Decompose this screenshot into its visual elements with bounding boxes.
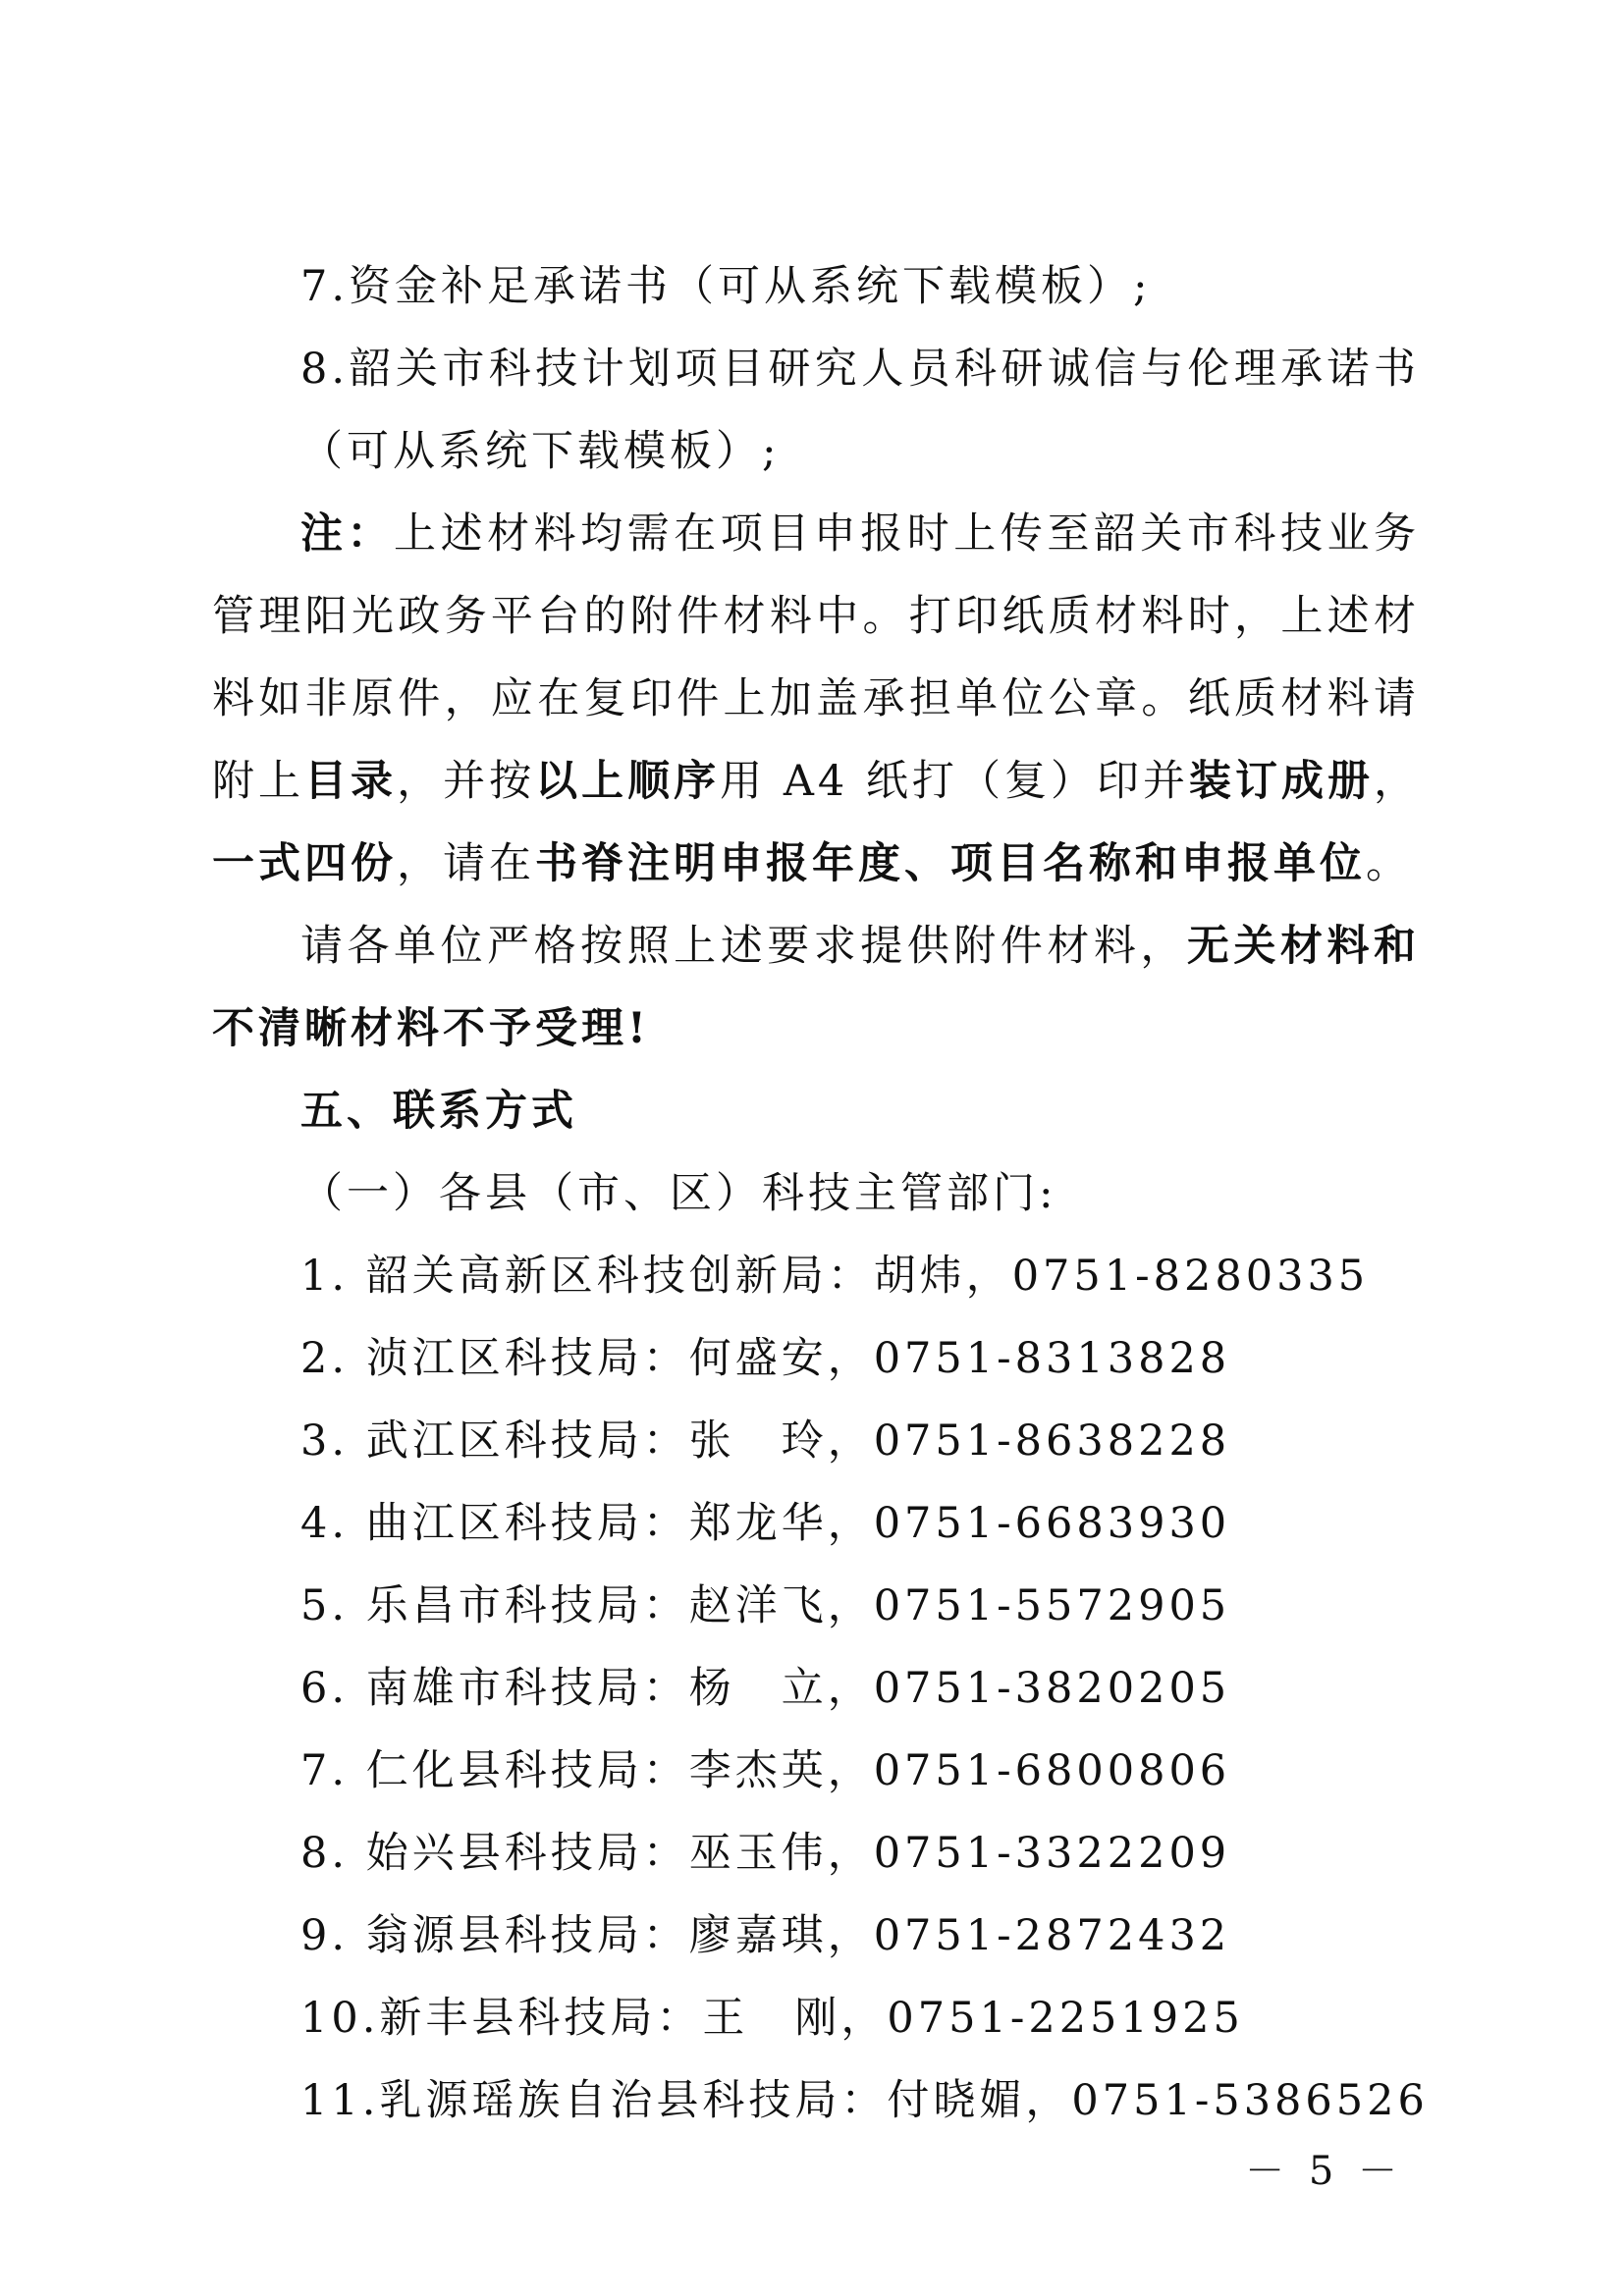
contact-item: 10.新丰县科技局：王 刚，0751-2251925 <box>300 1994 1244 2043</box>
note-text-6: 。 <box>1366 839 1412 888</box>
note-bold-2: 以上顺序 <box>535 757 721 806</box>
section-5-title <box>212 1070 1420 1152</box>
note-label: 注： <box>300 509 395 559</box>
contact-item: 5. 乐昌市科技局：赵洋飞，0751-5572905 <box>300 1581 1231 1630</box>
note-text-5: ，请在 <box>397 839 535 888</box>
note-paragraph <box>212 493 1420 905</box>
section-5-title-text: 五、联系方式 <box>300 1087 577 1136</box>
note-text-4: ， <box>1374 757 1421 806</box>
document-body <box>212 245 1429 2142</box>
page-number: － 5 － <box>1245 2149 1403 2194</box>
contact-item: 4. 曲江区科技局：郑龙华，0751-6683930 <box>300 1499 1231 1548</box>
list-item-7: 7.资金补足承诺书（可从系统下载模板）; <box>300 262 1152 311</box>
contact-item: 1. 韶关高新区科技创新局：胡炜，0751-8280335 <box>300 1252 1370 1301</box>
note-bold-4: 一式四份 <box>212 839 397 888</box>
contact-item: 11.乳源瑶族自治县科技局：付晓媚，0751-5386526 <box>300 2076 1429 2125</box>
note-text-1: 上述材料均需在项目申报时上传至韶关市科技业务管理阳光政务平台的附件材料中。打印纸质材料时，上述材料如非原件，应在复印件上加盖承担单位公章。纸质材料请附上 <box>212 509 1421 806</box>
list-item-8 <box>212 328 1420 493</box>
contact-item: 7. 仁化县科技局：李杰英，0751-6800806 <box>300 1746 1231 1795</box>
note-bold-5: 书脊注明申报年度、项目名称和申报单位 <box>535 839 1366 888</box>
warning-paragraph <box>212 905 1420 1070</box>
warning-text: 请各单位严格按照上述要求提供附件材料， <box>300 922 1187 971</box>
contact-item: 8. 始兴县科技局：巫玉伟，0751-3322209 <box>300 1829 1231 1878</box>
warning-bold: 无关材料和不清晰材料不予受理! <box>212 922 1421 1053</box>
contact-item: 9. 翁源县科技局：廖嘉琪，0751-2872432 <box>300 1911 1231 1960</box>
note-text-2: ，并按 <box>397 757 536 806</box>
contact-item: 3. 武江区科技局：张 玲，0751-8638228 <box>300 1416 1231 1466</box>
contact-item: 6. 南雄市科技局：杨 立，0751-3820205 <box>300 1664 1231 1713</box>
note-bold-1: 目录 <box>304 757 398 806</box>
section-5-subtitle: （一）各县（市、区）科技主管部门: <box>300 1169 1057 1218</box>
list-item-8-text: 8.韶关市科技计划项目研究人员科研诚信与伦理承诺书（可从系统下载模板）; <box>300 345 1420 476</box>
note-text-3: 用 A4 纸打（复）印并 <box>720 757 1189 806</box>
note-bold-3: 装订成册 <box>1189 757 1375 806</box>
contact-item: 2. 浈江区科技局：何盛安，0751-8313828 <box>300 1334 1231 1383</box>
